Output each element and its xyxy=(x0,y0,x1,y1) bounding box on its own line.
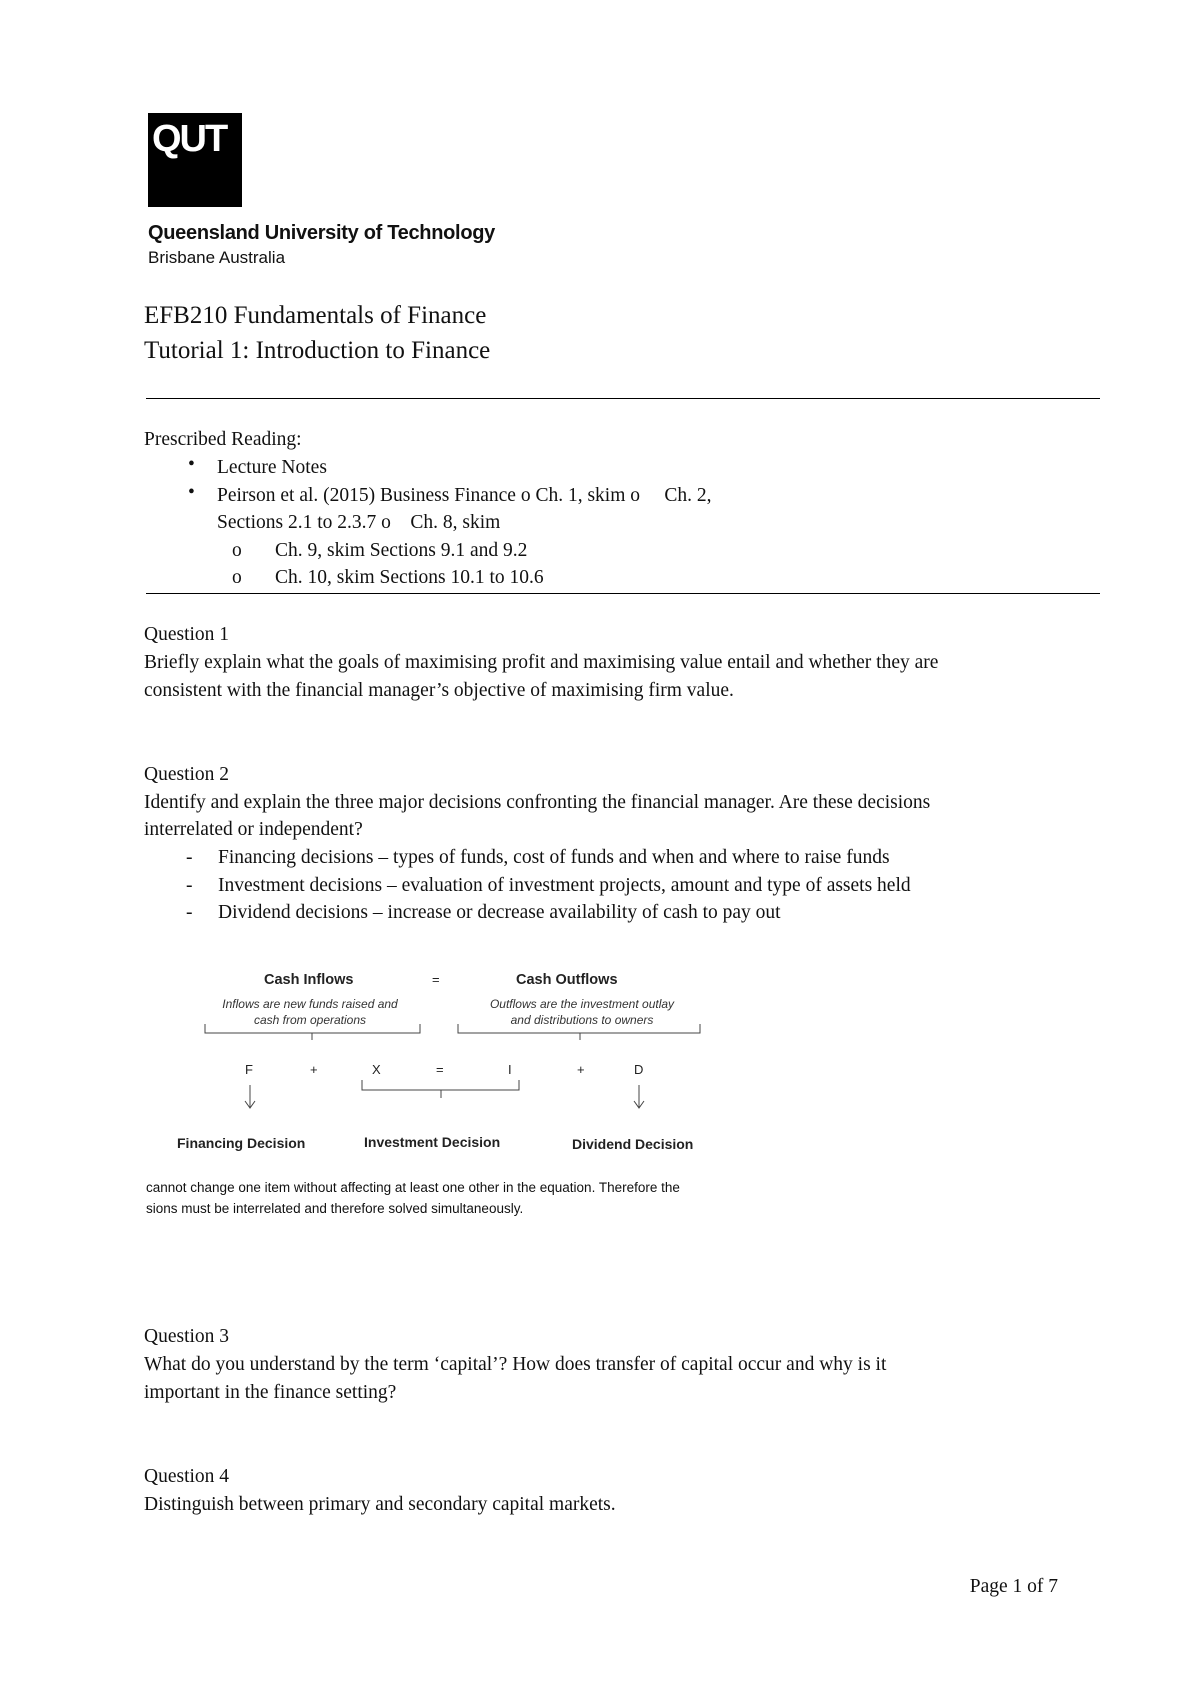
question-4-text: Distinguish between primary and secondary capital markets. xyxy=(144,1494,616,1515)
variable-f: F xyxy=(245,1062,253,1077)
question-2-text: Identify and explain the three major decisions confronting the financial manager. Are these decisions xyxy=(144,792,931,813)
cash-inflows-title: Cash Inflows xyxy=(264,972,354,988)
decision-item-dividend: Dividend decisions – increase or decrease availability of cash to pay out xyxy=(218,902,781,923)
question-3-text: What do you understand by the term ‘capital’? How does transfer of capital occur and why is it xyxy=(144,1354,887,1375)
reading-divider xyxy=(146,593,1100,594)
qut-logo xyxy=(148,113,242,207)
decision-item-investment: Investment decisions – evaluation of investment projects, amount and type of assets held xyxy=(218,875,911,896)
page-number: Page 1 of 7 xyxy=(969,1576,1058,1597)
question-2-heading: Question 2 xyxy=(144,764,230,785)
variable-x: X xyxy=(372,1062,381,1077)
course-title: EFB210 Fundamentals of Finance xyxy=(144,302,487,329)
diagram-equals: = xyxy=(432,972,440,987)
qut-logo-mark: QUT xyxy=(152,118,227,160)
diagram-caption: cannot change one item without affecting at least one other in the equation. Therefore the xyxy=(146,1180,680,1195)
dash-marker: - xyxy=(186,875,193,896)
question-1-text: Briefly explain what the goals of maximising profit and maximising value entail and whether they are xyxy=(144,652,939,673)
diagram-caption-cont: sions must be interrelated and therefore solved simultaneously. xyxy=(146,1201,524,1216)
reading-sub-ch10: Ch. 10, skim Sections 10.1 to 10.6 xyxy=(275,567,544,588)
university-city: Brisbane Australia xyxy=(148,248,286,267)
sub-bullet-marker: o xyxy=(232,567,242,588)
reading-item-textbook: Peirson et al. (2015) Business Finance o Ch. 1, skim o Ch. 2, xyxy=(217,485,712,506)
decision-item-financing: Financing decisions – types of funds, cost of funds and when and where to raise funds xyxy=(218,847,890,868)
outflows-note-line-1: Outflows are the investment outlay xyxy=(489,997,675,1011)
question-1-heading: Question 1 xyxy=(144,624,230,645)
variable-i: I xyxy=(508,1062,512,1077)
dash-marker: - xyxy=(186,847,193,868)
financing-decision-label: Financing Decision xyxy=(177,1135,306,1151)
outflows-note-line-2: and distributions to owners xyxy=(510,1013,654,1027)
plus-sign: + xyxy=(310,1062,318,1077)
reading-item-lecture-notes: Lecture Notes xyxy=(217,457,327,478)
question-3-heading: Question 3 xyxy=(144,1326,230,1347)
question-4-heading: Question 4 xyxy=(144,1466,230,1487)
sub-bullet-marker: o xyxy=(232,540,242,561)
inflows-note-line-1: Inflows are new funds raised and xyxy=(222,997,398,1011)
question-3-text-cont: important in the finance setting? xyxy=(144,1382,397,1403)
equals-sign: = xyxy=(436,1062,444,1077)
tutorial-title: Tutorial 1: Introduction to Finance xyxy=(144,337,491,364)
cash-outflows-title: Cash Outflows xyxy=(516,972,618,988)
reading-item-textbook-cont: Sections 2.1 to 2.3.7 o Ch. 8, skim xyxy=(217,512,501,533)
bullet-marker: • xyxy=(188,482,195,503)
bullet-marker: • xyxy=(188,454,195,475)
plus-sign: + xyxy=(577,1062,585,1077)
dash-marker: - xyxy=(186,902,193,923)
header-divider xyxy=(146,398,1100,399)
inflows-note xyxy=(200,996,420,1028)
question-2-text-cont: interrelated or independent? xyxy=(144,819,363,840)
inflows-note-line-2: cash from operations xyxy=(253,1013,367,1027)
dividend-decision-label: Dividend Decision xyxy=(572,1136,694,1152)
reading-sub-ch9: Ch. 9, skim Sections 9.1 and 9.2 xyxy=(275,540,528,561)
variable-d: D xyxy=(634,1062,644,1077)
investment-decision-label: Investment Decision xyxy=(364,1134,501,1150)
university-name: Queensland University of Technology xyxy=(148,222,495,244)
question-1-text-cont: consistent with the financial manager’s objective of maximising firm value. xyxy=(144,680,734,701)
reading-label: Prescribed Reading: xyxy=(144,429,302,450)
outflows-note xyxy=(464,996,700,1028)
